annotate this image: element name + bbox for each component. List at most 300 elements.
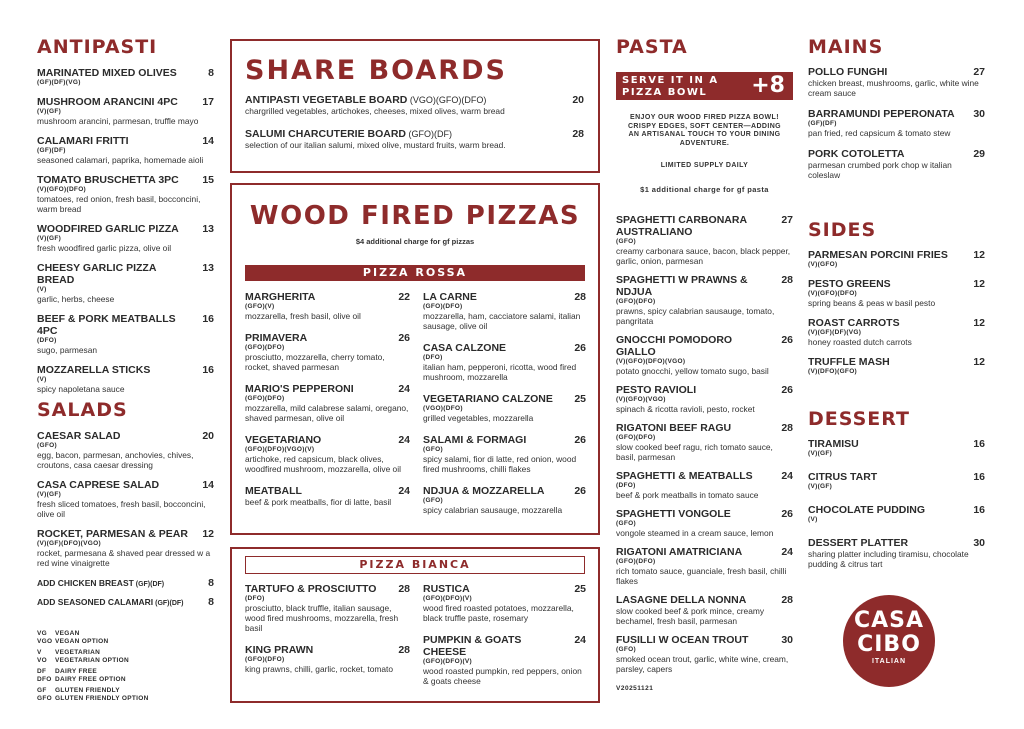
item-dietary-tags: (V) [37,376,47,383]
item-price: 26 [781,508,793,520]
item-dietary-tags: (GFO) [423,497,443,504]
item-description: fresh sliced tomatoes, fresh basil, bocconcini, olive oil [37,499,206,519]
item-price: 26 [574,342,586,354]
item-dietary-tags: (V)(GF) [808,483,833,490]
item-price: 25 [574,583,586,595]
item-price: 28 [398,583,410,595]
item-price: 20 [202,430,214,442]
item-description: prosciutto, black truffle, italian sausage, wood fired mushrooms, mozzarella, fresh basil [245,603,399,633]
menu-item [245,434,410,474]
item-name: MOZZARELLA STICKS [37,364,151,376]
item-description: fresh woodfired garlic pizza, olive oil [37,243,172,253]
item-price: 20 [572,94,584,106]
menu-item [37,364,214,394]
promo-limited: LIMITED SUPPLY DAILY [660,162,749,169]
item-name: CHOCOLATE PUDDING [808,504,926,516]
item-description: honey roasted dutch carrots [808,337,912,347]
casa-cibo-logo [843,595,935,687]
legend-label: GLUTEN FRIENDLY OPTION [55,694,149,702]
item-dietary-tags: (V)(GFO)(VGO) [616,396,666,403]
menu-item [423,393,586,423]
item-price: 28 [398,644,410,656]
logo-line1: CASA [853,608,925,633]
legend-row [37,649,214,657]
item-price: 27 [973,66,985,78]
item-price: 16 [202,364,214,376]
item-dietary-tags: (GFO)(DFO) [245,656,285,663]
item-price: 13 [202,223,214,235]
item-name: KING PRAWN [245,644,314,656]
menu-item [37,430,214,470]
item-name: SPAGHETTI CARBONARA AUSTRALIANO [616,214,747,238]
legend-code: VGO [37,637,53,645]
item-price: 12 [973,249,985,261]
antipasti-column [37,0,214,702]
logo-line3: ITALIAN [871,658,907,665]
item-description: artichoke, red capsicum, black olives, woodfired mushroom, mozzarella, olive oil [245,454,401,474]
item-description: spring beans & peas w basil pesto [808,298,936,308]
item-description: mushroom arancini, parmesan, truffle mayo [37,116,199,126]
promo-price: +8 [751,73,785,98]
legend-label: VEGETARIAN [55,649,101,656]
legend-code: VO [37,656,47,664]
mains-column [808,0,985,665]
item-price: 27 [781,214,793,226]
item-description: egg, bacon, parmesan, anchovies, chives, croutons, casa caesar dressing [37,450,194,470]
item-description: wood fired roasted potatoes, mozzarella, black truffle paste, rosemary [423,603,574,623]
item-dietary-tags: (GFO)(V) [245,303,275,310]
pizza-rossa-right [423,291,586,515]
mains-title: MAINS [808,36,884,58]
promo-line2: PIZZA BOWL [622,87,708,98]
item-description: tomatoes, red onion, fresh basil, bocconcini, warm bread [37,194,201,214]
menu-item [37,528,214,568]
legend-label: VEGETARIAN OPTION [55,656,129,664]
item-name: SALAMI & FORMAGI [423,434,527,446]
menu-item [37,135,214,165]
item-description: wood roasted pumpkin, red peppers, onion & goats cheese [423,666,582,686]
pizzas-box [230,183,600,703]
item-price: 28 [781,594,793,606]
item-name: TIRAMISU [808,438,859,450]
legend-label: VEGAN OPTION [55,637,109,645]
item-name: RIGATONI AMATRICIANA [616,546,743,558]
item-description: rocket, parmesana & shaved pear dressed w a red wine vinaigrette [37,548,211,568]
legend-row [37,638,214,646]
item-name: MARIO'S PEPPERONI [245,383,354,395]
item-description: spicy napoletana sauce [37,384,125,394]
item-name: PUMPKIN & GOATS CHEESE [423,634,522,658]
item-dietary-tags: (GFO)(DFO) [245,395,285,402]
item-price: 25 [574,393,586,405]
item-description: sharing platter including tiramisu, chocolate pudding & citrus tart [808,549,969,569]
item-dietary-tags: (GF)(DF) [808,120,837,127]
item-name: WOODFIRED GARLIC PIZZA [37,223,179,235]
item-price: 28 [574,291,586,303]
item-dietary-tags: (DFO) [616,482,636,489]
item-dietary-tags: (GF)(DF)(VG) [37,79,81,86]
item-description: seasoned calamari, paprika, homemade aioli [37,155,204,165]
item-dietary-tags: (V)(GF) [808,450,833,457]
menu-item [37,313,214,355]
menu-version: V20251121 [616,685,654,692]
share-board-item [245,94,584,116]
item-dietary-tags: (V)(GFO)(DFO)(VGO) [616,358,686,365]
item-dietary-tags: (V)(GF) [37,108,62,115]
item-price: 14 [202,479,214,491]
menu-item [37,479,214,519]
menu-item [37,96,214,126]
addon-name [37,577,214,591]
item-name-text: ANTIPASTI VEGETABLE BOARD [245,94,408,106]
item-dietary-tags: (DFO) [37,337,57,344]
item-dietary-tags: (GFO)(DFO) [423,303,463,310]
legend-label: DAIRY FREE [55,668,98,675]
promo-text: ENJOY OUR WOOD FIRED PIZZA BOWL! CRISPY EDGES, SOFT CENTER—ADDING AN ARTISANAL TOUCH TO YOUR DINING ADVENTURE. [627,114,782,147]
item-price: 8 [208,67,214,79]
menu-item [808,278,985,308]
item-dietary-tags: (VGO)(DFO) [423,405,463,412]
item-name: TARTUFO & PROSCIUTTO [245,583,377,595]
item-price: 12 [973,278,985,290]
menu-item [808,471,985,491]
item-name: TOMATO BRUSCHETTA 3PC [37,174,179,186]
addon-name [37,596,214,610]
item-description: mozzarella, ham, cacciatore salami, italian sausage, olive oil [423,311,581,331]
dessert-list [808,438,985,569]
menu-item [616,470,793,500]
menu-item [37,262,214,304]
item-dietary-tags: (VGO)(GFO)(DFO) [407,95,487,105]
pizzas-title: WOOD FIRED PIZZAS [249,201,581,231]
item-name: CALAMARI FRITTI [37,135,129,147]
legend-code: VG [37,630,47,637]
item-name: VEGETARIANO [245,434,322,446]
item-price: 16 [973,504,985,516]
item-price: 26 [398,332,410,344]
item-description: rich tomato sauce, guanciale, fresh basil, chilli flakes [616,566,787,586]
item-description: spicy salami, fior di latte, red onion, wood fired mushrooms, chilli flakes [423,454,577,474]
item-description: spicy calabrian sausauge, mozzarella [423,505,563,515]
item-description: king prawns, chilli, garlic, rocket, tomato [245,664,394,674]
item-description: vongole steamed in a cream sauce, lemon [616,528,774,538]
menu-item [423,485,586,515]
item-description: italian ham, pepperoni, ricotta, wood fired mushroom, mozzarella [423,362,577,382]
item-description: grilled vegetables, mozzarella [423,413,534,423]
item-dietary-tags: (V)(GF)(DFO)(VGO) [37,540,101,547]
menu-item [37,223,214,253]
legend-code: DF [37,668,47,675]
item-price: 26 [781,384,793,396]
sides-title: SIDES [808,219,877,241]
item-name: MEATBALL [245,485,302,497]
menu-item [616,634,793,674]
item-price: 15 [202,174,214,186]
share-board-item [245,128,584,150]
item-dietary-tags: (V) [37,286,47,293]
item-name: SPAGHETTI & MEATBALLS [616,470,753,482]
pizzas-divider [230,533,600,549]
item-name: SPAGHETTI W PRAWNS & NDJUA [616,274,748,298]
item-description: garlic, herbs, cheese [37,294,115,304]
share-boards-box [230,39,600,173]
item-name-text: SALUMI CHARCUTERIE BOARD [245,128,406,140]
item-name: CASA CALZONE [423,342,507,354]
legend-row [37,630,214,638]
menu-item [423,434,586,474]
item-description: pan fried, red capsicum & tomato stew [808,128,951,138]
item-price: 24 [574,634,586,646]
item-dietary-tags: (DFO) [423,354,443,361]
menu-item [616,422,793,462]
item-dietary-tags: (V)(GFO)(DFO) [37,186,87,193]
item-name: PRIMAVERA [245,332,308,344]
logo-line2: CIBO [857,632,921,657]
item-name: RIGATONI BEEF RAGU [616,422,732,434]
menu-item [616,334,793,376]
item-name: NDJUA & MOZZARELLA [423,485,545,497]
item-dietary-tags: (GFO)(DFO)(VGO)(V) [245,446,315,453]
item-name: VEGETARIANO CALZONE [423,393,553,405]
addon-price: 8 [208,577,214,589]
item-name: PESTO RAVIOLI [616,384,697,396]
menu-item [808,356,985,376]
item-name: MUSHROOM ARANCINI 4PC [37,96,178,108]
item-dietary-tags: (GFO)(DFO)(V) [423,595,473,602]
menu-item [616,594,793,626]
addon-item [37,577,214,591]
item-name: CITRUS TART [808,471,878,483]
menu-item [808,108,985,138]
menu-item [808,249,985,269]
item-description: parmesan crumbed pork chop w italian coleslaw [808,160,952,180]
item-name: LA CARNE [423,291,477,303]
menu-item [245,291,410,321]
item-price: 12 [973,317,985,329]
item-description: prosciutto, mozzarella, cherry tomato, rocket, shaved parmesan [245,352,385,372]
pasta-column [616,0,793,692]
menu-item [245,485,410,507]
item-price: 22 [398,291,410,303]
addon-name-text: ADD CHICKEN BREAST [37,578,134,588]
item-description: beef & pork meatballs in tomato sauce [616,490,759,500]
menu-item [808,66,985,98]
menu-item [616,274,793,326]
legend-code: GFO [37,694,52,702]
pizza-rossa-band: PIZZA ROSSA [245,265,585,281]
item-dietary-tags: (GFO)(DFO) [616,298,656,305]
addon-item [37,596,214,610]
item-description: beef & pork meatballs, fior di latte, basil [245,497,392,507]
item-price: 29 [973,148,985,160]
antipasti-list [37,67,214,394]
item-price: 24 [398,434,410,446]
pizza-rossa-left [245,291,410,507]
legend-row [37,695,214,703]
menu-item [616,384,793,414]
share-boards-title: SHARE BOARDS [245,55,507,86]
item-price: 30 [973,108,985,120]
item-dietary-tags: (V)(GFO) [808,261,838,268]
item-dietary-tags: (GFO) [616,238,636,245]
item-dietary-tags: (GFO) [37,442,57,449]
item-dietary-tags: (DFO) [245,595,265,602]
menu-item [808,504,985,524]
item-price: 28 [781,274,793,286]
menu-item [37,67,214,87]
item-price: 12 [973,356,985,368]
item-price: 16 [973,438,985,450]
item-name: MARINATED MIXED OLIVES [37,67,177,79]
menu-item [616,214,793,266]
item-price: 13 [202,262,214,274]
item-description: slow cooked beef ragu, rich tomato sauce, basil, parmesan [616,442,773,462]
pasta-list [616,214,793,674]
item-name: ROAST CARROTS [808,317,900,329]
item-description: selection of our italian salumi, mixed olive, mustard fruits, warm bread. [245,140,506,150]
menu-item [808,537,985,569]
item-name: DESSERT PLATTER [808,537,909,549]
item-price: 17 [202,96,214,108]
item-dietary-tags: (V)(GF) [37,491,62,498]
gf-pizza-note: $4 additional charge for gf pizzas [355,237,475,246]
legend-label: DAIRY FREE OPTION [55,675,126,683]
item-description: smoked ocean trout, garlic, white wine, cream, parsley, capers [616,654,789,674]
legend-label: GLUTEN FRIENDLY [55,687,120,694]
item-name: PARMESAN PORCINI FRIES [808,249,948,261]
pizza-bianca-right [423,583,586,686]
item-name: MARGHERITA [245,291,316,303]
item-name: RUSTICA [423,583,470,595]
item-price: 12 [202,528,214,540]
item-name: ROCKET, PARMESAN & PEAR [37,528,188,540]
item-description: mozzarella, fresh basil, olive oil [245,311,361,321]
item-price: 30 [973,537,985,549]
item-price: 24 [781,546,793,558]
menu-item [616,546,793,586]
item-name: PORK COTOLETTA [808,148,905,160]
share-boards-list [245,94,584,150]
item-name: FUSILLI W OCEAN TROUT [616,634,749,646]
item-price: 26 [574,434,586,446]
addons-list [37,577,214,610]
legend-row [37,668,214,676]
item-dietary-tags: (V)(GF)(DF)(VG) [808,329,862,336]
menu-item [37,174,214,214]
salads-list [37,430,214,568]
item-name: PESTO GREENS [808,278,891,290]
item-dietary-tags: (GF)(DF) [37,147,66,154]
item-price: 24 [398,383,410,395]
dietary-legend [37,630,214,702]
item-description: prawns, spicy calabrian sausauge, tomato, pangritata [616,306,775,326]
item-dietary-tags: (GFO) [616,520,636,527]
item-dietary-tags: (GFO)(DF) [406,129,452,139]
menu-item [245,583,410,633]
item-price: 28 [781,422,793,434]
item-description: chicken breast, mushrooms, garlic, white wine cream sauce [808,78,979,98]
legend-row [37,676,214,684]
item-name: GNOCCHI POMODORO GIALLO [616,334,733,358]
item-price: 24 [781,470,793,482]
item-description: chargrilled vegetables, artichokes, cheeses, mixed olives, warm bread [245,106,505,116]
item-dietary-tags: (V) [808,516,818,523]
item-dietary-tags: (V)(GF) [37,235,62,242]
promo-line1: SERVE IT IN A [622,75,719,86]
legend-code: GF [37,687,47,694]
addon-price: 8 [208,596,214,608]
item-price: 26 [781,334,793,346]
item-price: 30 [781,634,793,646]
item-description: creamy carbonara sauce, bacon, black pepper, garlic, onion, parmesan [616,246,791,266]
item-name: CASA CAPRESE SALAD [37,479,160,491]
menu-item [245,644,410,674]
item-description: sugo, parmesan [37,345,98,355]
item-price: 16 [973,471,985,483]
mains-list [808,66,985,180]
item-name: POLLO FUNGHI [808,66,888,78]
item-name [245,94,584,106]
item-name [245,128,584,140]
pizza-bianca-left [245,583,410,674]
item-name: LASAGNE DELLA NONNA [616,594,747,606]
item-price: 24 [398,485,410,497]
item-dietary-tags: (GFO)(DFO) [245,344,285,351]
antipasti-title: ANTIPASTI [37,36,158,58]
legend-row [37,657,214,665]
legend-code: V [37,649,42,656]
item-name: CHEESY GARLIC PIZZA BREAD [37,262,157,286]
item-price: 28 [572,128,584,140]
legend-code: DFO [37,675,52,683]
item-dietary-tags: (GFO)(DFO) [616,434,656,441]
item-name: BARRAMUNDI PEPERONATA [808,108,955,120]
addon-name-text: ADD SEASONED CALAMARI [37,597,154,607]
sides-list [808,249,985,376]
item-name: CAESAR SALAD [37,430,121,442]
menu-item [808,148,985,180]
menu-item [423,342,586,382]
item-description: slow cooked beef & pork mince, creamy bechamel, fresh basil, parmesan [616,606,765,626]
item-dietary-tags: (GFO)(DFO)(V) [423,658,473,665]
item-dietary-tags: (GFO) [616,646,636,653]
item-dietary-tags: (GFO)(DFO) [616,558,656,565]
item-name: SPAGHETTI VONGOLE [616,508,731,520]
item-name: BEEF & PORK MEATBALLS 4PC [37,313,176,337]
gf-pasta-note: $1 additional charge for gf pasta [640,185,769,194]
menu-item [423,634,586,686]
menu-item [808,438,985,458]
salads-title: SALADS [37,399,128,421]
item-price: 26 [574,485,586,497]
item-dietary-tags: (GFO) [423,446,443,453]
menu-item [423,583,586,623]
legend-row [37,687,214,695]
item-price: 16 [202,313,214,325]
menu-item [245,383,410,423]
pizza-bowl-promo [616,72,793,100]
item-price: 14 [202,135,214,147]
addon-tags: (GF)(DF) [153,600,184,607]
item-description: spinach & ricotta ravioli, pesto, rocket [616,404,755,414]
addon-tags: (GF)(DF) [133,581,165,588]
menu-item [616,508,793,538]
item-dietary-tags: (V)(DFO)(GFO) [808,368,858,375]
dessert-title: DESSERT [808,408,910,430]
pasta-title: PASTA [616,36,688,58]
item-name: TRUFFLE MASH [808,356,890,368]
item-description: potato gnocchi, yellow tomato sugo, basil [616,366,769,376]
